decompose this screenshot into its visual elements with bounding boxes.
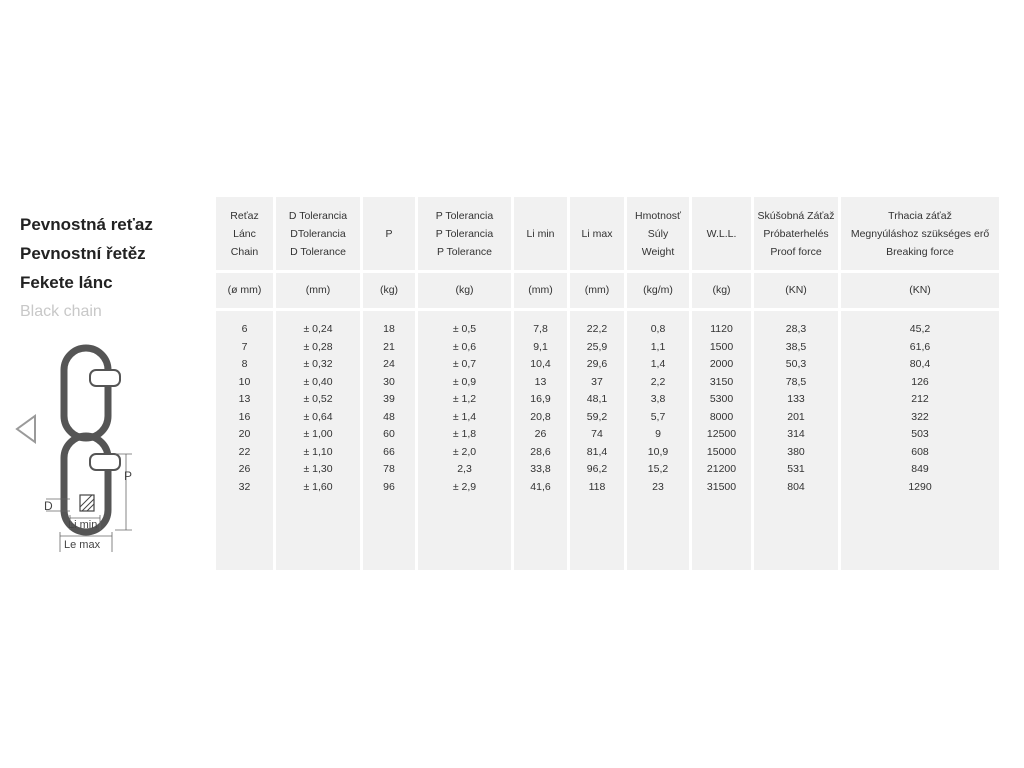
table-cell: 22 [238,445,251,458]
column-values [216,321,273,496]
column-unit: (kg/m) [643,284,673,296]
table-cell: 66 [383,445,395,458]
title-hu: Fekete lánc [20,273,113,292]
table-cell: 45,2 [909,323,931,335]
table-column [363,197,415,570]
table-column [692,197,751,570]
row-separator [363,308,415,311]
column-header-line: Weight [641,245,675,258]
column-header [514,197,567,270]
table-cell: 3150 [709,375,734,388]
label-d: D [44,499,53,513]
table-cell: 28,6 [530,445,551,458]
column-values [514,321,567,496]
table-cell: ± 0,28 [303,340,333,353]
table-cell: 2,2 [650,375,666,388]
table-cell: 10 [238,375,251,388]
table-cell: 21 [383,340,395,353]
table-cell: 13 [238,393,251,405]
column-header-line: Proof force [770,245,822,258]
table-cell: 41,6 [530,480,551,493]
table-cell: 6 [241,323,248,335]
table-column [570,197,624,570]
table-cell: 8000 [709,410,734,423]
table-cell: 13 [534,375,547,388]
column-header-line: DTolerancia [290,227,346,240]
table-cell: 608 [911,445,929,458]
table-cell: 531 [787,463,805,475]
column-header-line: D Tolerancia [288,209,348,222]
table-column [216,197,273,570]
column-header-line: W.L.L. [706,227,737,240]
table-cell: ± 1,60 [303,480,333,493]
table-cell: 2,3 [457,463,472,475]
table-cell: 322 [911,410,929,423]
product-titles [20,210,153,326]
table-cell: 38,5 [785,340,807,353]
column-header [570,197,624,270]
table-cell: 1120 [710,323,733,335]
label-p: P [124,469,133,483]
table-cell: 26 [238,463,251,475]
table-cell: 20 [238,428,251,440]
table-cell: 7 [241,340,248,353]
column-unit: (ø mm) [227,284,262,296]
table-cell: 61,6 [909,340,931,353]
table-cell: 37 [591,375,603,388]
chain-spec-table [216,197,1022,570]
table-cell: 96,2 [586,463,608,475]
table-cell: 804 [787,480,805,493]
column-values [276,321,360,496]
table-cell: 212 [911,393,929,405]
column-values [363,321,415,496]
table-cell: 29,6 [586,358,608,370]
column-unit: (kg) [455,284,474,296]
table-cell: 21200 [706,463,737,475]
row-separator [841,308,999,311]
column-header-line: Skúšobná Záťaž [757,209,835,222]
chain-link-diagram [40,340,150,560]
table-cell: 26 [534,428,547,440]
column-header [841,197,999,270]
table-cell: ± 0,9 [452,375,477,388]
row-separator [216,308,273,311]
table-cell: 5300 [709,393,734,405]
column-values [754,321,838,496]
column-header-line: P [385,227,393,240]
column-values [841,321,999,496]
table-cell: ± 1,30 [303,463,333,475]
table-cell: 15,2 [647,463,669,475]
column-header-line: P Tolerancia [435,209,494,222]
prev-slide-button[interactable] [14,413,38,450]
table-column [276,197,360,570]
table-cell: ± 1,2 [452,393,477,405]
table-cell: ± 0,64 [303,410,333,423]
column-header-line: P Tolerance [436,245,493,258]
column-header-line: Reťaz [230,209,259,222]
column-header-line: Hmotnosť [635,209,681,222]
table-cell: 78,5 [785,375,807,388]
table-cell: 48 [383,410,395,423]
title-cz: Pevnostní řetěz [20,244,146,263]
column-header [276,197,360,270]
table-cell: ± 2,9 [452,480,477,493]
table-cell: ± 1,8 [452,428,477,440]
table-cell: 503 [911,428,929,440]
column-header-line: Breaking force [886,245,954,258]
table-cell: 5,7 [650,410,666,423]
table-cell: 16 [238,410,251,423]
label-li-min: Li min [68,519,98,531]
row-separator [692,308,751,311]
table-cell: ± 0,7 [452,358,477,370]
title-en: Black chain [20,303,102,320]
column-header [692,197,751,270]
row-separator [276,308,360,311]
table-cell: 12500 [706,428,737,440]
table-cell: ± 0,52 [303,393,333,405]
table-cell: 23 [652,480,664,493]
table-cell: 9 [655,428,661,440]
column-header-line: Súly [647,227,669,240]
column-header-line: Megnyúláshoz szükséges erő [850,227,990,240]
table-cell: ± 2,0 [452,445,477,458]
column-header-line: P Tolerancia [435,227,494,240]
column-header [216,197,273,270]
table-cell: 1,4 [650,358,666,370]
table-cell: 48,1 [586,393,608,405]
table-cell: ± 0,40 [303,375,333,388]
table-cell: 118 [588,480,606,493]
column-values [418,321,511,496]
table-cell: 32 [238,480,251,493]
table-cell: ± 0,32 [303,358,333,370]
row-separator [514,308,567,311]
row-separator [627,308,689,311]
table-cell: 60 [383,428,395,440]
table-cell: 1,1 [650,340,666,353]
column-unit: (mm) [584,284,610,296]
title-sk: Pevnostná reťaz [20,215,153,234]
column-header-line: Lánc [233,227,256,240]
table-column [754,197,838,570]
table-cell: 22,2 [586,323,608,335]
row-separator [754,308,838,311]
table-column [514,197,567,570]
table-cell: 39 [383,393,395,405]
table-cell: 3,8 [650,393,666,405]
table-cell: 20,8 [530,410,551,423]
table-column [627,197,689,570]
table-cell: ± 0,6 [452,340,477,353]
column-header [418,197,511,270]
column-unit: (mm) [528,284,553,296]
table-cell: 80,4 [909,358,931,370]
column-unit: (kg) [379,284,399,296]
table-cell: 314 [787,428,805,440]
table-cell: 78 [383,463,395,475]
table-cell: ± 1,4 [452,410,477,423]
column-header-line: Chain [230,245,259,258]
table-cell: 2000 [709,358,734,370]
column-header [627,197,689,270]
table-cell: 74 [591,428,603,440]
table-cell: 10,9 [647,445,669,458]
table-cell: 28,3 [785,323,807,335]
column-values [692,321,751,496]
column-unit: (KN) [909,284,931,296]
table-cell: 33,8 [530,463,551,475]
table-cell: 16,9 [530,393,551,405]
column-header-line: Próbaterhelés [763,227,829,240]
table-cell: 9,1 [533,340,548,353]
table-cell: 24 [383,358,395,370]
table-cell: 81,4 [586,445,608,458]
column-header-line: Li min [526,227,555,240]
table-column [841,197,999,570]
table-cell: 7,8 [533,323,548,335]
table-cell: 380 [787,445,805,458]
table-cell: 1500 [709,340,734,353]
table-cell: 25,9 [586,340,608,353]
table-cell: ± 1,00 [303,428,333,440]
table-cell: 15000 [706,445,737,458]
table-cell: 30 [383,375,395,388]
row-separator [418,308,511,311]
column-header-line: Li max [581,227,613,240]
column-header [363,197,415,270]
triangle-left-icon [14,413,38,445]
column-values [627,321,689,496]
column-header-line: Trhacia záťaž [888,209,952,222]
column-header [754,197,838,270]
label-le-max: Le max [64,539,101,551]
table-cell: 96 [383,480,395,493]
column-unit: (KN) [785,284,807,296]
table-cell: 133 [787,393,805,405]
column-values [570,321,624,496]
table-column [418,197,511,570]
table-cell: 31500 [706,480,737,493]
table-cell: 8 [241,358,248,370]
table-cell: 849 [911,463,929,475]
row-separator [570,308,624,311]
table-cell: 59,2 [586,410,608,423]
table-cell: 50,3 [785,358,807,370]
table-cell: 18 [383,323,395,335]
table-cell: 201 [787,410,805,423]
table-cell: 10,4 [530,358,551,370]
column-unit: (mm) [305,284,331,296]
column-unit: (kg) [712,284,731,296]
table-cell: ± 1,10 [303,445,333,458]
column-header-line: D Tolerance [290,245,346,258]
table-cell: ± 0,5 [452,323,477,335]
table-cell: 0,8 [650,323,666,335]
table-cell: 126 [911,375,929,388]
table-cell: 1290 [908,480,932,493]
table-cell: ± 0,24 [303,323,333,335]
